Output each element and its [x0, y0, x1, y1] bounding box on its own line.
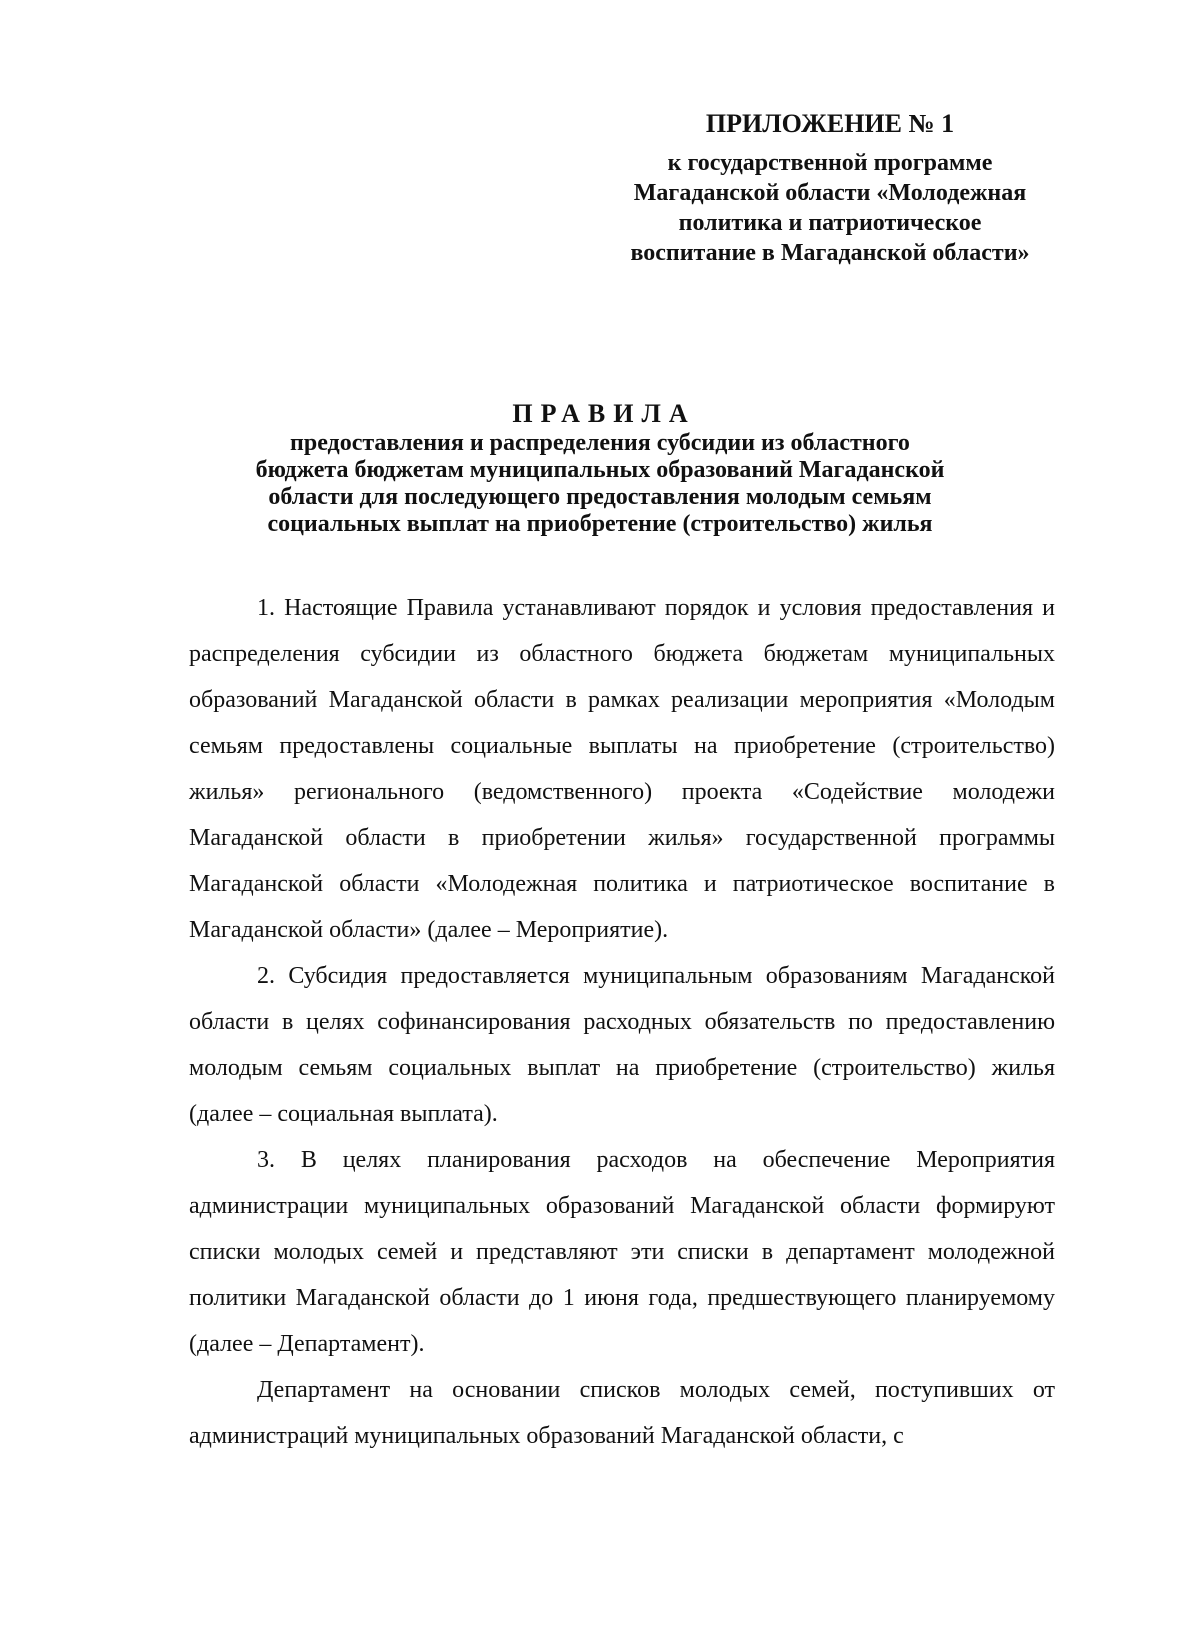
document-body — [189, 585, 1055, 1459]
paragraph-2: 2. Субсидия предоставляется муниципальным образованиям Магаданской области в целях софинансирования расходных обязательств по предоставлению молодым семьям социальных выплат на приобретение (строительство) жилья (далее – социальная выплата). — [189, 963, 1055, 1127]
paragraph-3: 3. В целях планирования расходов на обеспечение Мероприятия администрации муниципальных образований Магаданской области формируют списки молодых семей и представляют эти списки в департамент молодежной политики Магаданской области до 1 июня года, предшествующего планируемому (далее – Департамент). — [189, 1147, 1055, 1357]
rules-title: ПРАВИЛА — [512, 399, 696, 428]
annex-subtitle-line: Магаданской области «Молодежная — [633, 180, 1027, 206]
paragraph-1: 1. Настоящие Правила устанавливают порядок и условия предоставления и распределения субсидии из областного бюджета бюджетам муниципальных образований Магаданской области в рамках реализации мероприятия «Молодым семьям предоставлены социальные выплаты на приобретение (строительство) жилья» регионального (ведомственного) проекта «Содействие молодежи Магаданской области в приобретении жилья» государственной программы Магаданской области «Молодежная политика и патриотическое воспитание в Магаданской области» (далее – Мероприятие). — [189, 595, 1055, 943]
rules-subtitle-line: социальных выплат на приобретение (строительство) жилья — [267, 511, 933, 537]
annex-subtitle-line: воспитание в Магаданской области» — [630, 240, 1030, 266]
rules-subtitle-line: области для последующего предоставления молодым семьям — [268, 484, 932, 510]
rules-subtitle-line: бюджета бюджетам муниципальных образований Магаданской — [255, 457, 945, 483]
annex-subtitle-line: к государственной программе — [667, 150, 993, 176]
paragraph-4: Департамент на основании списков молодых семей, поступивших от администраций муниципальных образований Магаданской области, с — [189, 1377, 1055, 1449]
annex-title: ПРИЛОЖЕНИЕ № 1 — [705, 109, 955, 138]
annex-subtitle-line: политика и патриотическое — [678, 210, 982, 236]
rules-subtitle-line: предоставления и распределения субсидии из областного — [290, 430, 910, 456]
rules-heading — [120, 398, 1080, 538]
annex-subtitle — [600, 148, 1060, 268]
rules-subtitle — [120, 430, 1080, 538]
